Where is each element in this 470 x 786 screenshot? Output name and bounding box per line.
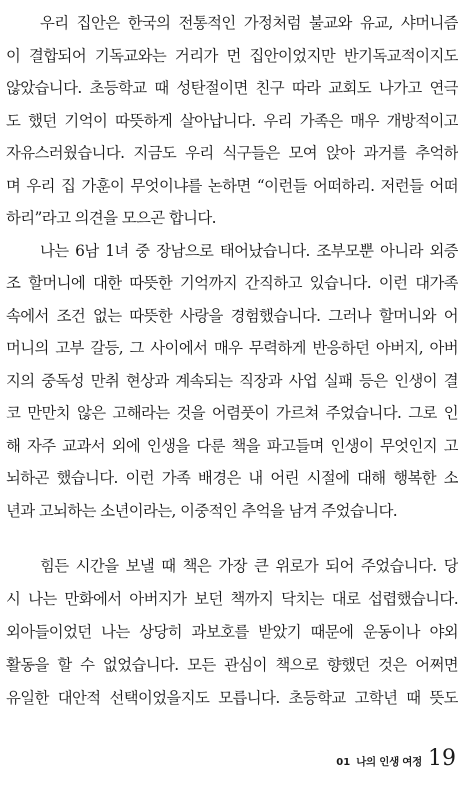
text-line: 않았습니다. 초등학교 때 성탄절이면 친구 따라 교회도 나가고 연극 xyxy=(6,79,458,97)
text-line: 우리 집안은 한국의 전통적인 가정처럼 불교와 유교, 샤머니즘 xyxy=(40,14,458,32)
text-line: 속에서 조건 없는 따뜻한 사랑을 경험했습니다. 그러나 할머니와 어 xyxy=(6,306,458,325)
chapter-title: 나의 인생 여정 xyxy=(356,756,422,768)
text-line: 조 할머니에 대한 따뜻한 기억까지 간직하고 있습니다. 이런 대가족 xyxy=(6,274,458,292)
text-line: 이 결합되어 기독교와는 거리가 먼 집안이었지만 반기독교적이지도 xyxy=(6,46,458,65)
text-line: 자유스러웠습니다. 지금도 우리 식구들은 모여 앉아 과거를 추억하 xyxy=(6,144,458,162)
text-line: 지의 중독성 만취 현상과 계속되는 직장과 사업 실패 등은 인생이 결 xyxy=(6,371,458,390)
text-line: 힘든 시간을 보낼 때 책은 가장 큰 위로가 되어 주었습니다. 당 xyxy=(40,557,458,575)
text-line: 코 만만치 않은 고해라는 것을 어렴풋이 가르쳐 주었습니다. 그로 인 xyxy=(6,404,458,422)
text-line: 뇌하곤 했습니다. 이런 가족 배경은 내 어린 시절에 대해 행복한 소 xyxy=(6,469,458,487)
text-line: 며 우리 집 가훈이 무엇이냐를 논하면 “이런들 어떠하리. 저런들 어떠 xyxy=(6,176,458,195)
text-line: 해 자주 교과서 외에 인생을 다룬 책을 파고들며 인생이 무엇인지 고 xyxy=(6,436,458,455)
page-number: 19 xyxy=(428,746,456,771)
text-line: 년과 고뇌하는 소년이라는, 이중적인 추억을 남겨 주었습니다. xyxy=(6,501,398,520)
text-line: 외아들이었던 나는 상당히 과보호를 받았기 때문에 운동이나 야외 xyxy=(6,623,458,641)
page-footer xyxy=(336,748,456,770)
text-line: 활동을 할 수 없었습니다. 모든 관심이 책으로 향했던 것은 어쩌면 xyxy=(6,656,458,674)
text-line: 하리”라고 의견을 모으곤 합니다. xyxy=(6,209,216,227)
text-line: 도 했던 기억이 따뜻하게 살아납니다. 우리 가족은 매우 개방적이고 xyxy=(6,111,458,130)
text-line: 시 나는 만화에서 아버지가 보던 책까지 닥치는 대로 섭렵했습니다. xyxy=(6,590,458,608)
text-line: 머니의 고부 갈등, 그 사이에서 매우 무력하게 반응하던 아버지, 아버 xyxy=(6,339,458,357)
text-line: 유일한 대안적 선택이었을지도 모릅니다. 초등학교 고학년 때 뜻도 xyxy=(6,689,458,707)
chapter-number: 01 xyxy=(336,757,351,768)
text-line: 나는 6남 1녀 중 장남으로 태어났습니다. 조부모뿐 아니라 외증 xyxy=(40,241,458,260)
